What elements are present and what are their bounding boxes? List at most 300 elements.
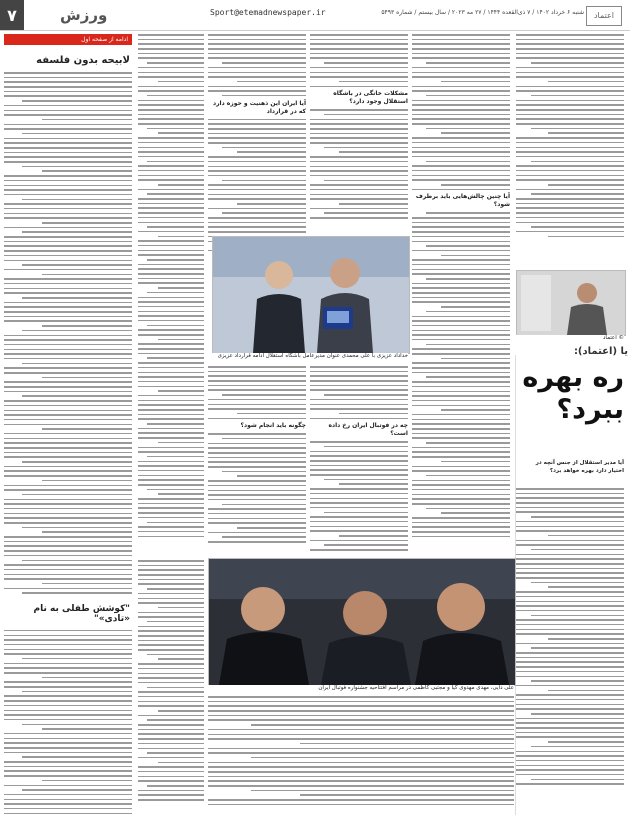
text-line (548, 535, 624, 537)
text-line (412, 531, 510, 533)
text-line (310, 194, 408, 196)
text-line (412, 517, 510, 519)
text-line (310, 385, 408, 387)
text-line (237, 475, 306, 477)
text-line (516, 774, 624, 776)
text-line (441, 184, 510, 186)
text-line (412, 222, 510, 224)
text-line (138, 57, 204, 59)
text-line (208, 719, 514, 721)
text-line (516, 57, 624, 59)
text-line (426, 95, 510, 97)
text-line (22, 363, 132, 365)
text-line (208, 166, 306, 168)
text-line (310, 72, 408, 74)
text-line (531, 226, 624, 228)
text-line (412, 142, 510, 144)
text-line (22, 264, 132, 266)
newspaper-logo-icon: اعتماد (586, 6, 622, 26)
text-line (22, 494, 132, 496)
text-line (516, 189, 624, 191)
text-line (138, 696, 204, 698)
text-line (208, 208, 306, 210)
text-line (516, 198, 624, 200)
text-line (4, 569, 132, 571)
text-column-3a (310, 34, 408, 234)
sidebar-text-block-1 (4, 72, 132, 594)
text-line (412, 170, 510, 172)
text-line (138, 757, 204, 759)
text-line (516, 86, 624, 88)
text-line (4, 381, 132, 383)
text-line (208, 39, 306, 41)
text-line (412, 53, 510, 55)
text-line (412, 175, 510, 177)
text-line (412, 367, 510, 369)
text-line (4, 278, 132, 280)
text-line (412, 72, 510, 74)
text-line (4, 241, 132, 243)
text-line (516, 104, 624, 106)
text-line (208, 710, 514, 712)
text-line (138, 748, 204, 750)
text-line (208, 133, 306, 135)
text-line (208, 189, 306, 191)
text-line (516, 507, 624, 509)
text-line (412, 123, 510, 125)
text-line (339, 81, 408, 83)
text-line (138, 790, 204, 792)
text-line (412, 480, 510, 482)
text-line (138, 395, 204, 397)
text-line (138, 53, 204, 55)
text-line (4, 550, 132, 552)
text-line (42, 119, 132, 121)
text-line (412, 353, 510, 355)
text-line (4, 86, 132, 88)
text-line (138, 526, 204, 528)
text-line (138, 475, 204, 477)
text-line (548, 184, 624, 186)
text-line (310, 166, 408, 168)
text-line (426, 344, 510, 346)
text-line (426, 161, 510, 163)
text-line (138, 189, 204, 191)
text-line (4, 705, 132, 707)
text-line (138, 498, 204, 500)
text-line (516, 769, 624, 771)
text-line (138, 386, 204, 388)
text-line (412, 104, 510, 106)
text-line (138, 560, 204, 562)
text-line (208, 466, 306, 468)
text-line (516, 751, 624, 753)
text-line (4, 470, 132, 472)
text-line (412, 339, 510, 341)
text-line (310, 217, 408, 219)
text-line (4, 316, 132, 318)
text-line (516, 67, 624, 69)
text-line (412, 400, 510, 402)
text-line (516, 718, 624, 720)
text-line (138, 90, 204, 92)
text-line (412, 372, 510, 374)
text-line (4, 747, 132, 749)
text-line (208, 447, 306, 449)
text-line (310, 404, 408, 406)
text-line (4, 358, 132, 360)
text-line (310, 48, 408, 50)
text-line (4, 311, 132, 313)
text-line (4, 738, 132, 740)
text-line (138, 362, 204, 364)
text-line (516, 123, 624, 125)
text-line (412, 118, 510, 120)
text-line (516, 493, 624, 495)
text-line (412, 419, 510, 421)
text-line (147, 621, 204, 623)
text-line (4, 766, 132, 768)
text-line (531, 779, 624, 781)
text-line (412, 503, 510, 505)
text-line (138, 418, 204, 420)
text-line (42, 728, 132, 730)
text-line (22, 658, 132, 660)
text-line (310, 175, 408, 177)
text-line (138, 301, 204, 303)
text-line (42, 531, 132, 533)
text-line (310, 441, 408, 443)
photo-portrait-illustration (517, 271, 625, 335)
text-line (138, 114, 204, 116)
text-line (138, 705, 204, 707)
text-line (251, 724, 514, 726)
text-line (208, 785, 514, 787)
text-line (4, 667, 132, 669)
text-line (324, 512, 408, 514)
text-line (4, 217, 132, 219)
text-line (412, 86, 510, 88)
text-line (516, 760, 624, 762)
text-line (138, 123, 204, 125)
text-line (22, 789, 132, 791)
text-line (516, 147, 624, 149)
text-line (138, 311, 204, 313)
text-line (42, 377, 132, 379)
page-header (0, 0, 630, 31)
text-line (208, 518, 306, 520)
text-line (237, 203, 306, 205)
text-line (4, 77, 132, 79)
text-line (138, 794, 204, 796)
text-line (516, 783, 624, 785)
photo-group-caption: علی دایی، مهدی مهدوی کیا و مجتبی کاظمی در مراسم افتتاحیه جشنواره فوتبال ایران (208, 685, 514, 692)
text-line (324, 479, 408, 481)
text-line (310, 460, 408, 462)
text-line (208, 226, 306, 228)
text-line (147, 226, 204, 228)
text-line (138, 179, 204, 181)
text-line (4, 503, 132, 505)
text-line (208, 366, 306, 368)
text-line (208, 508, 306, 510)
text-line (42, 780, 132, 782)
text-line (531, 615, 624, 617)
text-line (208, 67, 306, 69)
text-line (208, 142, 306, 144)
text-line (208, 170, 306, 172)
text-line (4, 227, 132, 229)
text-line (138, 536, 204, 538)
text-line (138, 217, 204, 219)
text-line (208, 389, 306, 391)
text-line (138, 512, 204, 514)
text-line (310, 53, 408, 55)
text-line (138, 48, 204, 50)
text-line (412, 522, 510, 524)
text-line (310, 493, 408, 495)
text-line (412, 466, 510, 468)
text-line (138, 640, 204, 642)
text-line (4, 522, 132, 524)
text-line (138, 231, 204, 233)
photo-group (208, 558, 516, 686)
text-line (208, 480, 306, 482)
photo-top-right-caption: © اعتماد (516, 335, 624, 342)
text-line (138, 278, 204, 280)
text-line (147, 62, 204, 64)
text-line (412, 151, 510, 153)
text-line (138, 273, 204, 275)
text-line (138, 198, 204, 200)
text-line (310, 67, 408, 69)
text-line (222, 394, 306, 396)
text-line (4, 681, 132, 683)
text-line (138, 343, 204, 345)
text-line (208, 532, 306, 534)
text-line (412, 489, 510, 491)
text-line (4, 695, 132, 697)
text-line (208, 184, 306, 186)
text-line (4, 644, 132, 646)
text-line (516, 704, 624, 706)
text-line (324, 147, 408, 149)
text-line (4, 320, 132, 322)
text-line (158, 710, 204, 712)
text-line (516, 732, 624, 734)
text-line (208, 57, 306, 59)
text-line (310, 540, 408, 542)
text-line (412, 456, 510, 458)
text-line (516, 610, 624, 612)
text-line (412, 386, 510, 388)
text-line (516, 577, 624, 579)
text-line (516, 175, 624, 177)
text-line (310, 389, 408, 391)
text-line (147, 752, 204, 754)
text-line (4, 424, 132, 426)
text-line (208, 799, 514, 801)
text-line (4, 742, 132, 744)
text-line (138, 151, 204, 153)
text-line (412, 57, 510, 59)
text-line (22, 756, 132, 758)
headline-kicker: یا (اعتماد): (573, 346, 628, 357)
text-line (138, 34, 204, 36)
text-line (138, 400, 204, 402)
question-subhead: آیا ایران این ذهنیت و حوزه دارد که در قرارداد (213, 99, 306, 115)
text-line (426, 212, 510, 214)
text-line (208, 128, 306, 130)
text-line (138, 583, 204, 585)
text-line (516, 142, 624, 144)
text-line (138, 593, 204, 595)
text-line (138, 109, 204, 111)
text-line (147, 193, 204, 195)
text-line (4, 803, 132, 805)
sidebar-headline-2: "کوشش طفلی به نام «تادی»" (33, 603, 130, 624)
text-line (138, 118, 204, 120)
text-line (4, 438, 132, 440)
text-line (516, 511, 624, 513)
text-line (138, 381, 204, 383)
text-line (516, 568, 624, 570)
text-line (516, 563, 624, 565)
text-line (4, 185, 132, 187)
text-line (4, 785, 132, 787)
text-line (138, 104, 204, 106)
text-line (158, 184, 204, 186)
text-line (4, 306, 132, 308)
text-line (412, 428, 510, 430)
text-line (4, 414, 132, 416)
text-line (310, 498, 408, 500)
text-line (138, 39, 204, 41)
text-line (4, 630, 132, 632)
text-line (4, 794, 132, 796)
text-line (208, 490, 306, 492)
text-line (138, 799, 204, 801)
text-line (138, 203, 204, 205)
text-line (208, 231, 306, 233)
text-line (4, 391, 132, 393)
text-line (147, 687, 204, 689)
text-line (4, 555, 132, 557)
text-line (4, 161, 132, 163)
text-line (138, 240, 204, 242)
text-line (310, 399, 408, 401)
text-line (4, 386, 132, 388)
text-line (310, 549, 408, 551)
text-line (4, 700, 132, 702)
text-line (138, 733, 204, 735)
text-line (22, 133, 132, 135)
text-line (548, 586, 624, 588)
text-line (4, 339, 132, 341)
text-line (310, 123, 408, 125)
text-line (310, 156, 408, 158)
text-line (412, 283, 510, 285)
text-line (208, 457, 306, 459)
text-line (4, 105, 132, 107)
text-line (516, 34, 624, 36)
text-line (4, 672, 132, 674)
text-line (138, 507, 204, 509)
section-title: ورزش (60, 6, 108, 24)
text-line (4, 489, 132, 491)
text-line (4, 81, 132, 83)
text-line (138, 644, 204, 646)
text-line (4, 639, 132, 641)
text-line (4, 475, 132, 477)
text-line (4, 775, 132, 777)
text-line (412, 405, 510, 407)
text-line (138, 531, 204, 533)
text-line (324, 212, 408, 214)
text-line (310, 516, 408, 518)
text-line (138, 691, 204, 693)
text-line (222, 536, 306, 538)
sidebar-column (4, 34, 132, 814)
text-line (310, 39, 408, 41)
text-line (208, 90, 306, 92)
text-line (531, 647, 624, 649)
text-line (138, 569, 204, 571)
text-line (441, 306, 510, 308)
text-line (516, 521, 624, 523)
text-line (531, 680, 624, 682)
text-line (208, 696, 514, 698)
text-line (516, 43, 624, 45)
photo-group-illustration (209, 559, 515, 685)
text-line (516, 694, 624, 696)
text-line (516, 661, 624, 663)
text-line (412, 273, 510, 275)
text-line (208, 461, 306, 463)
text-line (516, 666, 624, 668)
text-line (310, 142, 408, 144)
text-line (516, 170, 624, 172)
text-line (138, 372, 204, 374)
text-line (516, 685, 624, 687)
text-line (237, 151, 306, 153)
text-line (138, 729, 204, 731)
text-line (208, 399, 306, 401)
text-line (516, 530, 624, 532)
text-line (516, 633, 624, 635)
text-line (516, 699, 624, 701)
text-line (22, 297, 132, 299)
section-email: Sport@etemadnewspaper.ir (210, 8, 326, 17)
text-line (412, 526, 510, 528)
text-line (426, 62, 510, 64)
text-line (208, 738, 514, 740)
text-line (222, 212, 306, 214)
text-line (516, 736, 624, 738)
text-line (4, 433, 132, 435)
text-line (4, 245, 132, 247)
text-line (138, 503, 204, 505)
text-line (208, 522, 306, 524)
text-line (138, 404, 204, 406)
text-line (324, 62, 408, 64)
text-line (339, 151, 408, 153)
text-line (4, 663, 132, 665)
text-line (4, 203, 132, 205)
text-line (22, 560, 132, 562)
text-line (412, 297, 510, 299)
text-line (4, 194, 132, 196)
